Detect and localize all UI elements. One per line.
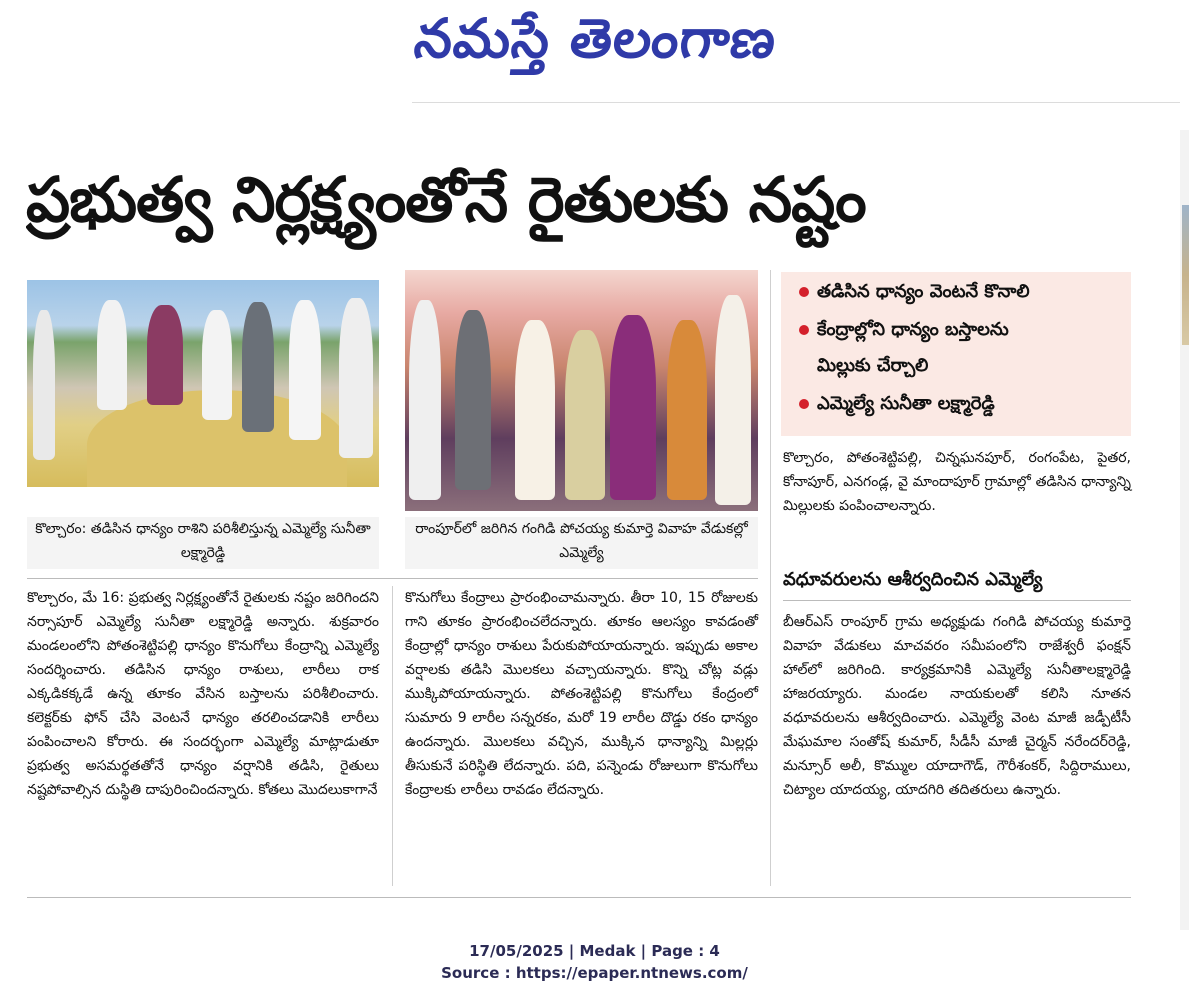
bullet-icon: [799, 399, 809, 409]
person: [667, 320, 707, 500]
adjacent-page-photo: [1182, 205, 1189, 345]
person: [147, 305, 183, 405]
person: [33, 310, 55, 460]
highlight-item: కేంద్రాల్లోని ధాన్యం బస్తాలను: [799, 316, 1009, 344]
person: [97, 300, 127, 410]
bullet-icon: [799, 287, 809, 297]
column-divider: [770, 270, 771, 886]
body-text-column-3: బీఆర్‌ఎస్ రాంపూర్ గ్రామ అధ్యక్షుడు గంగిడి పోచయ్య కుమార్తె వివాహ వేడుకలు మాచవరం సమీపంలోని రాజేశ్వరీ ఫంక్షన్ హాల్‌లో జరిగింది. కార్యక్రమానికి ఎమ్మెల్యే సునీతాలక్ష్మారెడ్డి హాజరయ్యారు. మండల నాయకులతో కలిసి నూతన వధూవరులను ఆశీర్వదించారు. ఎమ్మెల్యే వెంట మాజీ జడ్పీటీసీ మేఘమాల సంతోష్ కుమార్, సీడీసీ మాజీ చైర్మన్ నరేందర్‌రెడ్డి, మన్సూర్ అలీ, కొమ్ముల యాదాగౌడ్, గౌరీశంకర్, సిద్దిరాములు, చిట్యాల యాదయ్య, యాదగిరి తదితరులు ఉన్నారు.: [783, 614, 1131, 798]
divider: [27, 897, 1131, 898]
person: [409, 300, 441, 500]
body-text-right-intro: కొల్చారం, పోతంశెట్టిపల్లి, చిన్నఘనపూర్, రంగంపేట, పైతర, కోనాపూర్, ఎనగండ్ల, వై మాందాపూర్ గ్రామాల్లో తడిసిన ధాన్యాన్ని మిల్లులకు పంపించాలన్నారు.: [783, 450, 1131, 514]
groom: [515, 320, 555, 500]
person: [715, 295, 751, 505]
divider: [412, 102, 1180, 103]
column-divider: [392, 586, 393, 886]
divider: [27, 578, 758, 579]
highlight-item: ఎమ్మెల్యే సునీతా లక్ష్మారెడ్డి: [799, 390, 995, 418]
person: [339, 298, 373, 458]
highlights-box: [781, 272, 1131, 436]
bullet-icon: [799, 325, 809, 335]
body-text-column-2: కొనుగోలు కేంద్రాలు ప్రారంభించామన్నారు. తీరా 10, 15 రోజులకు గాని తూకం ప్రారంభించలేదన్నారు. తూకం ఆలస్యం కావడంతో కేంద్రాల్లో ధాన్యం రాశులు పేరుకుపోయాయన్నారు. ఇప్పుడు అకాల వర్షాలకు తడిసి మొలకలు వచ్చాయన్నారు. కొన్ని చోట్ల వడ్లు ముక్కిపోయాయన్నారు. పోతంశెట్టిపల్లి కొనుగోలు కేంద్రంలో సుమారు 9 లారీల సన్నరకం, మరో 19 లారీల దొడ్డు రకం ధాన్యం ఉందన్నారు. మొలకలు వచ్చిన, ముక్కిన ధాన్యాన్ని మిల్లర్లు తీసుకునే పరిస్థితి లేదన్నారు. పది, పన్నెండు రోజులుగా కొనుగోలు కేంద్రాలకు లారీలు రావడం లేదన్నారు.: [405, 590, 758, 798]
masthead: [0, 0, 1189, 90]
masthead-logo: నమస్తే తెలంగాణ: [410, 6, 780, 70]
photo-caption-1: కొల్చారం: తడిసిన ధాన్యం రాశిని పరిశీలిస్తున్న ఎమ్మెల్యే సునీతా లక్ష్మారెడ్డి: [27, 517, 379, 569]
photo-grain-inspection: [27, 280, 379, 487]
person: [610, 315, 656, 500]
highlight-item: తడిసిన ధాన్యం వెంటనే కొనాలి: [799, 278, 1030, 306]
photo-wedding: [405, 270, 758, 511]
body-text-column-1: కొల్చారం, మే 16: ప్రభుత్వ నిర్లక్ష్యంతోనే రైతులకు నష్టం జరిగిందని నర్సాపూర్ ఎమ్మెల్యే సునీతా లక్ష్మారెడ్డి అన్నారు. శుక్రవారం మండలంలోని పోతంశెట్టిపల్లి ధాన్యం కొనుగోలు కేంద్రాన్ని ఎమ్మెల్యే సందర్శించారు. తడిసిన ధాన్యం రాశులు, లారీలు రాక ఎక్కడికక్కడే ఉన్న తూకం వేసిన బస్తాలను పరిశీలించారు. కలెక్టర్‌కు ఫోన్ చేసి వెంటనే ధాన్యం తరలించడానికి లారీలు పంపించాలని కోరారు. ఈ సందర్భంగా ఎమ్మెల్యే మాట్లాడుతూ ప్రభుత్వ అసమర్థతతోనే ధాన్యం వర్షానికి తడిసి, రైతులు నష్టపోవాల్సిన దుస్థితి దాపురించిందన్నారు. కోతలు మొదలుకాగానే: [27, 590, 379, 798]
person: [455, 310, 491, 490]
highlight-item-continued: మిల్లుకు చేర్చాలి: [817, 355, 929, 376]
footer-date-edition: 17/05/2025 | Medak | Page : 4: [469, 942, 720, 960]
person: [202, 310, 232, 420]
divider: [783, 600, 1131, 601]
person: [242, 302, 274, 432]
article-headline: ప్రభుత్వ నిర్లక్ష్యంతోనే రైతులకు నష్టం: [26, 163, 866, 236]
photo-caption-2: రాంపూర్‌లో జరిగిన గంగిడి పోచయ్య కుమార్తె వివాహ వేడుకల్లో ఎమ్మెల్యే: [405, 517, 758, 569]
footer-source: Source : https://epaper.ntnews.com/: [441, 964, 748, 982]
bride: [565, 330, 605, 500]
person: [289, 300, 321, 440]
subheading: వధూవరులను ఆశీర్వదించిన ఎమ్మెల్యే: [783, 569, 1043, 590]
